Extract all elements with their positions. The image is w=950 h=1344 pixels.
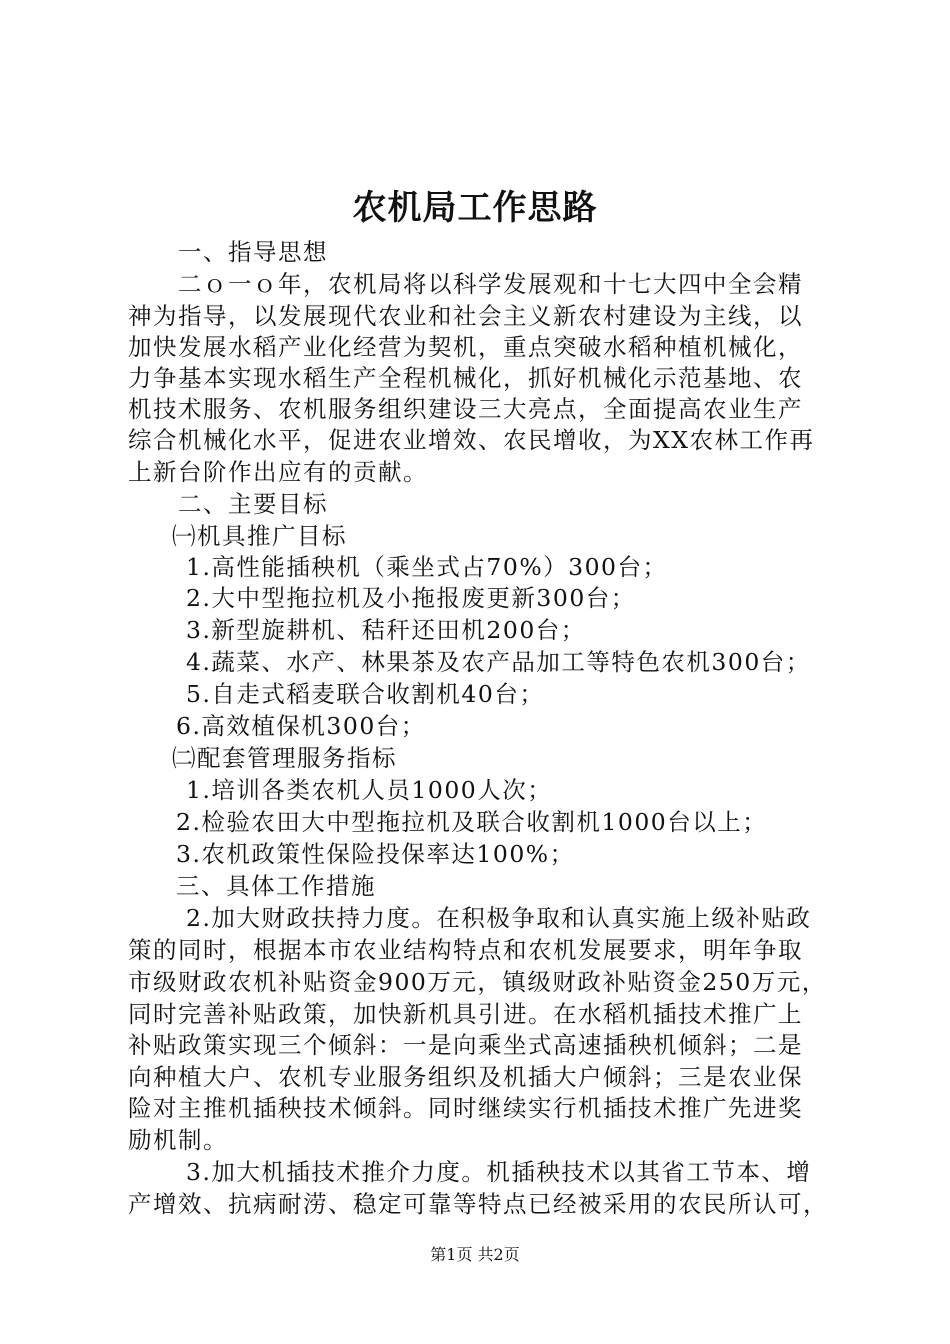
body-line: ㈠机具推广目标 (172, 522, 347, 550)
body-line: 补贴政策实现三个倾斜：一是向乘坐式高速插秧机倾斜；二是 (128, 1031, 803, 1059)
body-line: 加快发展水稻产业化经营为契机，重点突破水稻种植机械化， (128, 333, 803, 361)
body-line: 三、具体工作措施 (176, 872, 376, 900)
body-line: ㈡配套管理服务指标 (172, 744, 397, 772)
body-line: 6.高效植保机300台； (176, 712, 426, 740)
document-title: 农机局工作思路 (352, 188, 598, 228)
body-line: 二ｏ一ｏ年，农机局将以科学发展观和十七大四中全会精 (178, 270, 803, 298)
body-line: 市级财政农机补贴资金900万元，镇级财政补贴资金250万元， (128, 968, 827, 996)
body-line: 3.农机政策性保险投保率达100%； (176, 840, 575, 868)
body-line: 机技术服务、农机服务组织建设三大亮点，全面提高农业生产 (128, 395, 803, 423)
body-line: 1.培训各类农机人员1000人次； (186, 776, 553, 804)
body-line: 险对主推机插秧技术倾斜。同时继续实行机插技术推广先进奖 (128, 1094, 803, 1122)
body-line: 2.大中型拖拉机及小拖报废更新300台； (186, 584, 636, 612)
body-line: 1.高性能插秧机（乘坐式占70%）300台； (186, 553, 668, 581)
body-line: 上新台阶作出应有的贡献。 (128, 458, 428, 486)
body-line: 励机制。 (128, 1126, 228, 1154)
body-line: 力争基本实现水稻生产全程机械化，抓好机械化示范基地、农 (128, 364, 803, 392)
body-line: 神为指导，以发展现代农业和社会主义新农村建设为主线，以 (128, 302, 803, 330)
body-line: 一、指导思想 (178, 238, 328, 266)
body-line: 产增效、抗病耐涝、稳定可靠等特点已经被采用的农民所认可， (128, 1190, 828, 1218)
body-line: 3.加大机插技术推介力度。机插秧技术以其省工节本、增 (186, 1158, 812, 1186)
body-line: 5.自走式稻麦联合收割机40台； (186, 680, 545, 708)
body-line: 2.检验农田大中型拖拉机及联合收割机1000台以上； (176, 808, 768, 836)
body-line: 同时完善补贴政策，加快新机具引进。在水稻机插技术推广上 (128, 1000, 803, 1028)
body-line: 2.加大财政扶持力度。在积极争取和认真实施上级补贴政 (186, 904, 812, 932)
page-footer: 第1页 共2页 (430, 1245, 520, 1264)
body-line: 二、主要目标 (178, 490, 328, 518)
body-line: 3.新型旋耕机、秸秆还田机200台； (186, 616, 586, 644)
body-line: 4.蔬菜、水产、林果茶及农产品加工等特色农机300台； (186, 648, 811, 676)
body-line: 策的同时，根据本市农业结构特点和农机发展要求，明年争取 (128, 936, 803, 964)
body-line: 综合机械化水平，促进农业增效、农民增收，为XX农林工作再 (128, 426, 815, 454)
body-line: 向种植大户、农机专业服务组织及机插大户倾斜；三是农业保 (128, 1063, 803, 1091)
